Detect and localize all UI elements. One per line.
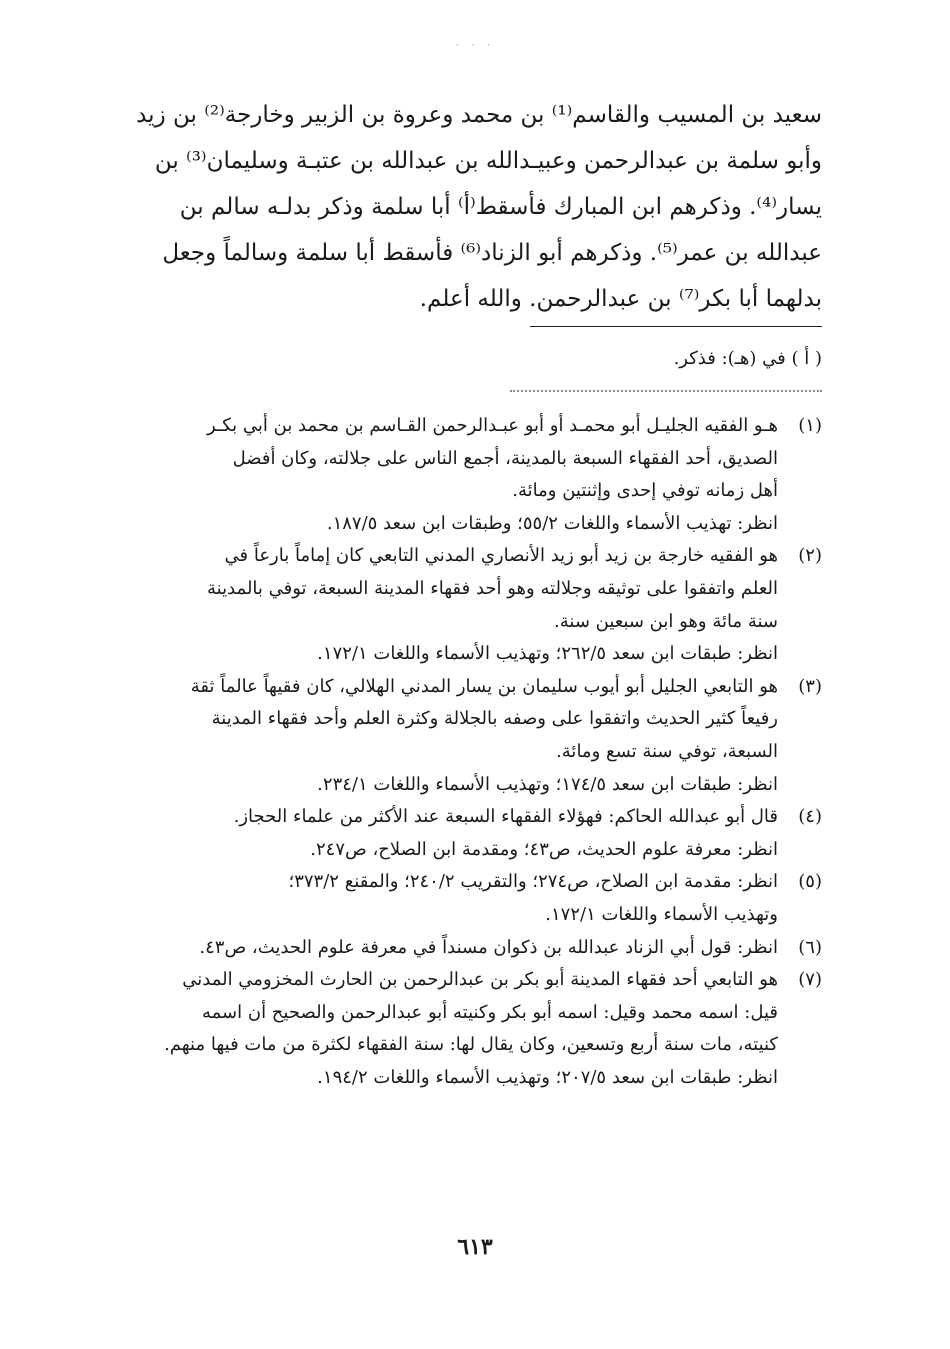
footnote-number: (٢) bbox=[798, 545, 822, 567]
footnote-divider bbox=[530, 326, 822, 327]
main-text-line: وأبو سلمة بن عبدالرحمن وعبيـدالله بن عبدالله بن عتبـة وسليمان⁽³⁾ بن bbox=[154, 148, 822, 174]
footnote-line: هو التابعي الجليل أبو أيوب سليمان بن يسار المدني الهلالي، كان فقيهاً عالماً ثقة bbox=[190, 675, 778, 697]
footnote-line: انظر: طبقات ابن سعد ١٧٤/٥؛ وتهذيب الأسماء واللغات ٢٣٤/١. bbox=[317, 773, 778, 795]
footnote-number: (٥) bbox=[798, 871, 822, 893]
footnote-number: (٧) bbox=[798, 969, 822, 991]
main-text-line: بدلهما أبا بكر⁽⁷⁾ بن عبدالرحمن. والله أعلم. bbox=[419, 286, 822, 312]
page-number: ٦١٣ bbox=[457, 1234, 493, 1260]
footnote-6 bbox=[128, 932, 822, 965]
main-text-line: عبدالله بن عمر⁽⁵⁾. وذكرهم أبو الزناد⁽⁶⁾ فأسقط أبا سلمة وسالماً وجعل bbox=[162, 240, 822, 266]
footnote-line: كنيته، مات سنة أربع وتسعين، وكان يقال لها: سنة الفقهاء لكثرة من مات فيها منهم. bbox=[164, 1034, 778, 1056]
footnote-3 bbox=[128, 671, 822, 801]
main-text bbox=[128, 92, 822, 322]
footnote-line: انظر: قول أبي الزناد عبدالله بن ذكوان مسنداً في معرفة علوم الحديث، ص٤٣. bbox=[199, 936, 778, 958]
footnote-line: الصديق، أحد الفقهاء السبعة بالمدينة، أجمع الناس على جلالته، وكان أفضل bbox=[232, 447, 778, 469]
footnote-line: قيل: اسمه محمد وقيل: اسمه أبو بكر وكنيته أبو عبدالرحمن والصحيح أن اسمه bbox=[201, 1001, 778, 1023]
footnote-line: انظر: معرفة علوم الحديث، ص٤٣؛ ومقدمة ابن الصلاح، ص٢٤٧. bbox=[310, 838, 778, 860]
footnote-line: أهل زمانه توفي إحدى وإثنتين ومائة. bbox=[512, 480, 778, 502]
footnote-5 bbox=[128, 866, 822, 931]
footnote-line: العلم واتفقوا على توثيقه وجلالته وهو أحد فقهاء المدينة السبعة، توفي بالمدينة bbox=[207, 577, 778, 599]
footnote-4 bbox=[128, 801, 822, 866]
footnote-line: انظر: طبقات ابن سعد ٢٠٧/٥؛ وتهذيب الأسماء واللغات ١٩٤/٢. bbox=[317, 1066, 778, 1088]
footnote-1 bbox=[128, 410, 822, 540]
dotted-divider bbox=[510, 390, 822, 392]
footnote-line: السبعة، توفي سنة تسع ومائة. bbox=[556, 740, 778, 762]
footnote-number: (٤) bbox=[798, 806, 822, 828]
footnote-line: انظر: تهذيب الأسماء واللغات ٥٥/٢؛ وطبقات ابن سعد ١٨٧/٥. bbox=[326, 512, 778, 534]
top-mark: · · · bbox=[455, 38, 495, 52]
footnote-line: رفيعاً كثير الحديث واتفقوا على وصفه بالجلالة وكثرة العلم وأحد فقهاء المدينة bbox=[211, 708, 778, 730]
footnote-7 bbox=[128, 964, 822, 1094]
footnote-number: (١) bbox=[798, 415, 822, 436]
footnote-line: هو التابعي أحد فقهاء المدينة أبو بكر بن عبدالرحمن بن الحارث المخزومي المدني bbox=[182, 969, 778, 991]
main-text-line: سعيد بن المسيب والقاسم⁽¹⁾ بن محمد وعروة بن الزبير وخارجة⁽²⁾ بن زيد bbox=[136, 102, 822, 128]
footnote-number: (٣) bbox=[798, 675, 822, 697]
footnote-line: وتهذيب الأسماء واللغات ١٧٢/١. bbox=[545, 903, 778, 925]
footnote-line: انظر: طبقات ابن سعد ٢٦٢/٥؛ وتهذيب الأسماء واللغات ١٧٢/١. bbox=[317, 643, 778, 665]
main-text-line: يسار⁽⁴⁾. وذكرهم ابن المبارك فأسقط⁽أ⁾ أبا سلمة وذكر بدلـه سالم بن bbox=[179, 194, 822, 220]
footnotes bbox=[128, 410, 822, 1094]
footnote-2 bbox=[128, 540, 822, 670]
footnote-line: سنة مائة وهو ابن سبعين سنة. bbox=[554, 610, 778, 632]
footnote-line: انظر: مقدمة ابن الصلاح، ص٢٧٤؛ والتقريب ٢٤٠/٢؛ والمقنع ٣٧٣/٢؛ bbox=[288, 871, 778, 893]
footnote-line: هـو الفقيه الجليـل أبو محمـد أو أبو عبـدالرحمن القـاسم بن محمد بن أبي بكـر bbox=[207, 415, 778, 436]
footnote-line: هو الفقيه خارجة بن زيد أبو زيد الأنصاري المدني التابعي كان إماماً بارعاً في bbox=[224, 545, 778, 567]
footnote-line: قال أبو عبدالله الحاكم: فهؤلاء الفقهاء السبعة عند الأكثر من علماء الحجاز. bbox=[233, 806, 778, 828]
footnote-number: (٦) bbox=[798, 936, 822, 958]
variant-note: ( أ ) في (هـ): فذكر. bbox=[673, 348, 822, 369]
